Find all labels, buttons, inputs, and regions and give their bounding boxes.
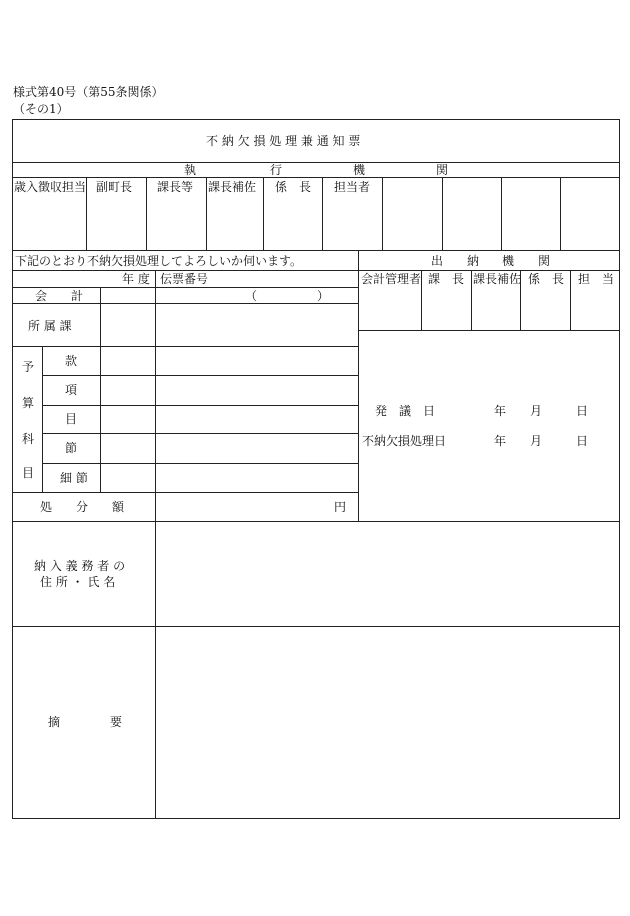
treasury-subsection-chief: 係 長 <box>528 272 565 286</box>
setsu-label: 節 <box>65 441 78 455</box>
treasury-chief: 課 長 <box>428 272 465 286</box>
exec-org-char-2: 行 <box>270 163 283 177</box>
budget-char-4: 目 <box>22 466 35 480</box>
obligor-label-line1: 納 入 義 務 者 の <box>34 559 126 573</box>
account-label: 会 計 <box>35 289 84 303</box>
disposal-year-char: 年 <box>494 434 507 448</box>
treasury-org-char-3: 機 <box>502 254 515 268</box>
exec-org-char-1: 執 <box>184 163 197 177</box>
exec-org-char-3: 機 <box>353 163 366 177</box>
disposal-month-char: 月 <box>530 434 543 448</box>
saisetsu-label: 細 節 <box>60 471 88 485</box>
disposal-day-char: 日 <box>576 434 589 448</box>
proposal-year-char: 年 <box>494 404 507 418</box>
proposal-date-label: 発 議 日 <box>375 404 436 418</box>
proposal-month-char: 月 <box>530 404 543 418</box>
voucher-number-label: 伝票番号 <box>160 272 209 286</box>
year-label: 年 度 <box>122 272 150 286</box>
budget-char-2: 算 <box>22 396 35 410</box>
proposal-day-char: 日 <box>576 404 589 418</box>
approver-section-chief: 課長等 <box>157 180 194 194</box>
approver-staff: 担当者 <box>334 180 371 194</box>
approver-revenue-collector: 歳入徴収担当 <box>14 180 87 194</box>
yen-unit: 円 <box>334 500 347 514</box>
disposal-date-label: 不納欠損処理日 <box>362 434 447 448</box>
form-number: 様式第40号（第55条関係） <box>13 85 164 99</box>
treasury-assistant-chief: 課長補佐 <box>473 272 522 286</box>
moku-label: 目 <box>65 412 78 426</box>
kan-label: 款 <box>65 354 78 368</box>
form-title: 不 納 欠 損 処 理 兼 通 知 票 <box>206 134 361 148</box>
summary-label-a: 摘 <box>48 715 61 729</box>
treasury-staff: 担 当 <box>578 272 615 286</box>
approver-deputy-mayor: 副町長 <box>96 180 133 194</box>
exec-org-char-4: 関 <box>436 163 449 177</box>
department-label: 所 属 課 <box>28 319 72 333</box>
sheet-number: （その1） <box>13 102 69 116</box>
kou-label: 項 <box>65 383 78 397</box>
account-parentheses: （ ） <box>245 289 330 303</box>
request-text: 下記のとおり不納欠損処理してよろしいか伺います。 <box>15 254 303 268</box>
treasury-org-char-1: 出 <box>431 254 444 268</box>
obligor-label-line2: 住 所 ・ 氏 名 <box>40 575 116 589</box>
treasury-accountant: 会計管理者 <box>361 272 422 286</box>
budget-char-3: 科 <box>22 432 35 446</box>
approver-subsection-chief: 係 長 <box>275 180 312 194</box>
summary-label-b: 要 <box>110 715 123 729</box>
treasury-org-char-4: 関 <box>538 254 551 268</box>
treasury-org-char-2: 納 <box>467 254 480 268</box>
approver-assistant-chief: 課長補佐 <box>208 180 257 194</box>
disposal-amount-label: 処 分 額 <box>40 500 125 514</box>
budget-char-1: 予 <box>22 360 35 374</box>
